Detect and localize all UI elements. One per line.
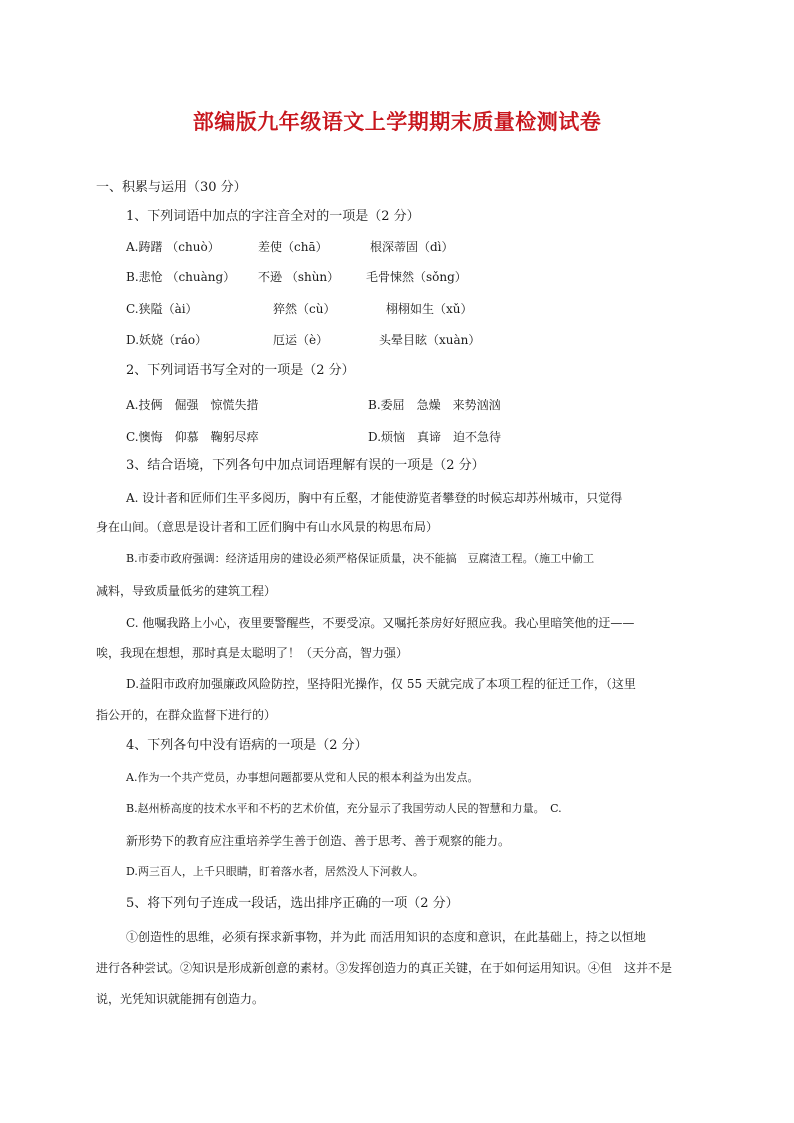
q1-option-d-1: D.妖娆（ráo） xyxy=(126,333,208,347)
section-heading: 一、积累与运用（30 分） xyxy=(96,180,247,195)
q3-option-b-line2: 减料，导致质量低劣的建筑工程） xyxy=(96,584,277,598)
q3-option-c-line1: C. 他嘱我路上小心，夜里要警醒些，不要受凉。又嘱托茶房好好照应我。我心里暗笑他的迂—— xyxy=(126,616,635,630)
question-5-stem: 5、将下列句子连成一段话，选出排序正确的一项（2 分） xyxy=(126,896,459,911)
q3-option-a-line1: A. 设计者和匠师们生平多阅历，胸中有丘壑，才能使游览者攀登的时候忘却苏州城市，只觉得 xyxy=(126,491,623,505)
q4-option-d: D.两三百人，上千只眼睛，盯着落水者，居然没人下河救人。 xyxy=(126,865,424,878)
q4-option-a: A.作为一个共产党员，办事想问题都要从党和人民的根本利益为出发点。 xyxy=(126,771,479,784)
q5-paragraph-line2: 进行各种尝试。②知识是形成新创意的素材。③发挥创造力的真正关键，在于如何运用知识。④但 这并不是 xyxy=(96,961,673,975)
q2-option-b: B.委屈 急燥 来势汹汹 xyxy=(368,398,501,412)
q2-option-a: A.技俩 倔强 惊慌失措 xyxy=(126,398,259,412)
q1-option-c-2: 猝然（cù） xyxy=(273,302,336,316)
q1-option-d-2: 厄运（è） xyxy=(273,333,329,347)
q2-option-d: D.烦恼 真谛 迫不急待 xyxy=(368,430,502,444)
q5-paragraph-line3: 说，光凭知识就能拥有创造力。 xyxy=(96,992,265,1006)
q1-option-a-2: 差使（chā） xyxy=(258,240,328,254)
q1-option-c-1: C.狭隘（ài） xyxy=(126,302,198,316)
q3-option-b-line1: B.市委市政府强调：经济适用房的建设必须严格保证质量，决不能搞 豆腐渣工程。（施工中偷工 xyxy=(126,552,595,565)
q1-option-b-3: 毛骨悚然（sǒng） xyxy=(366,270,467,284)
question-4-stem: 4、下列各句中没有语病的一项是（2 分） xyxy=(126,738,368,753)
q1-option-d-3: 头晕目眩（xuàn） xyxy=(379,333,481,347)
q2-option-c: C.懊悔 仰慕 鞠躬尽瘁 xyxy=(126,430,259,444)
q3-option-a-line2: 身在山间。（意思是设计者和工匠们胸中有山水风景的构思布局） xyxy=(96,520,439,534)
q3-option-c-line2: 唉，我现在想想，那时真是太聪明了！（天分高，智力强） xyxy=(96,646,409,660)
q4-option-c: 新形势下的教育应注重培养学生善于创造、善于思考、善于观察的能力。 xyxy=(126,834,511,848)
q1-option-b-2: 不逊 （shùn） xyxy=(258,270,340,284)
q1-option-a-3: 根深蒂固（dì） xyxy=(370,240,454,254)
q1-option-b-1: B.悲怆 （chuàng） xyxy=(126,270,236,284)
question-2-stem: 2、下列词语书写全对的一项是（2 分） xyxy=(126,363,355,378)
q1-option-c-3: 栩栩如生（xǔ） xyxy=(386,302,473,316)
question-3-stem: 3、结合语境，下列各句中加点词语理解有误的一项是（2 分） xyxy=(126,458,485,473)
q1-option-a-1: A.踌躇 （chuò） xyxy=(126,240,220,254)
q4-option-b: B.赵州桥高度的技术水平和不朽的艺术价值，充分显示了我国劳动人民的智慧和力量。 C. xyxy=(126,802,562,815)
question-1-stem: 1、下列词语中加点的字注音全对的一项是（2 分） xyxy=(126,209,420,224)
q5-paragraph-line1: ①创造性的思维，必须有探求新事物，并为此 而活用知识的态度和意识，在此基础上，持之以恒地 xyxy=(126,930,646,944)
page-title: 部编版九年级语文上学期期末质量检测试卷 xyxy=(192,110,602,134)
q3-option-d-line2: 指公开的，在群众监督下进行的） xyxy=(96,708,277,722)
q3-option-d-line1: D.益阳市政府加强廉政风险防控，坚持阳光操作，仅 55 天就完成了本项工程的征迁工作，（这里 xyxy=(126,677,636,691)
